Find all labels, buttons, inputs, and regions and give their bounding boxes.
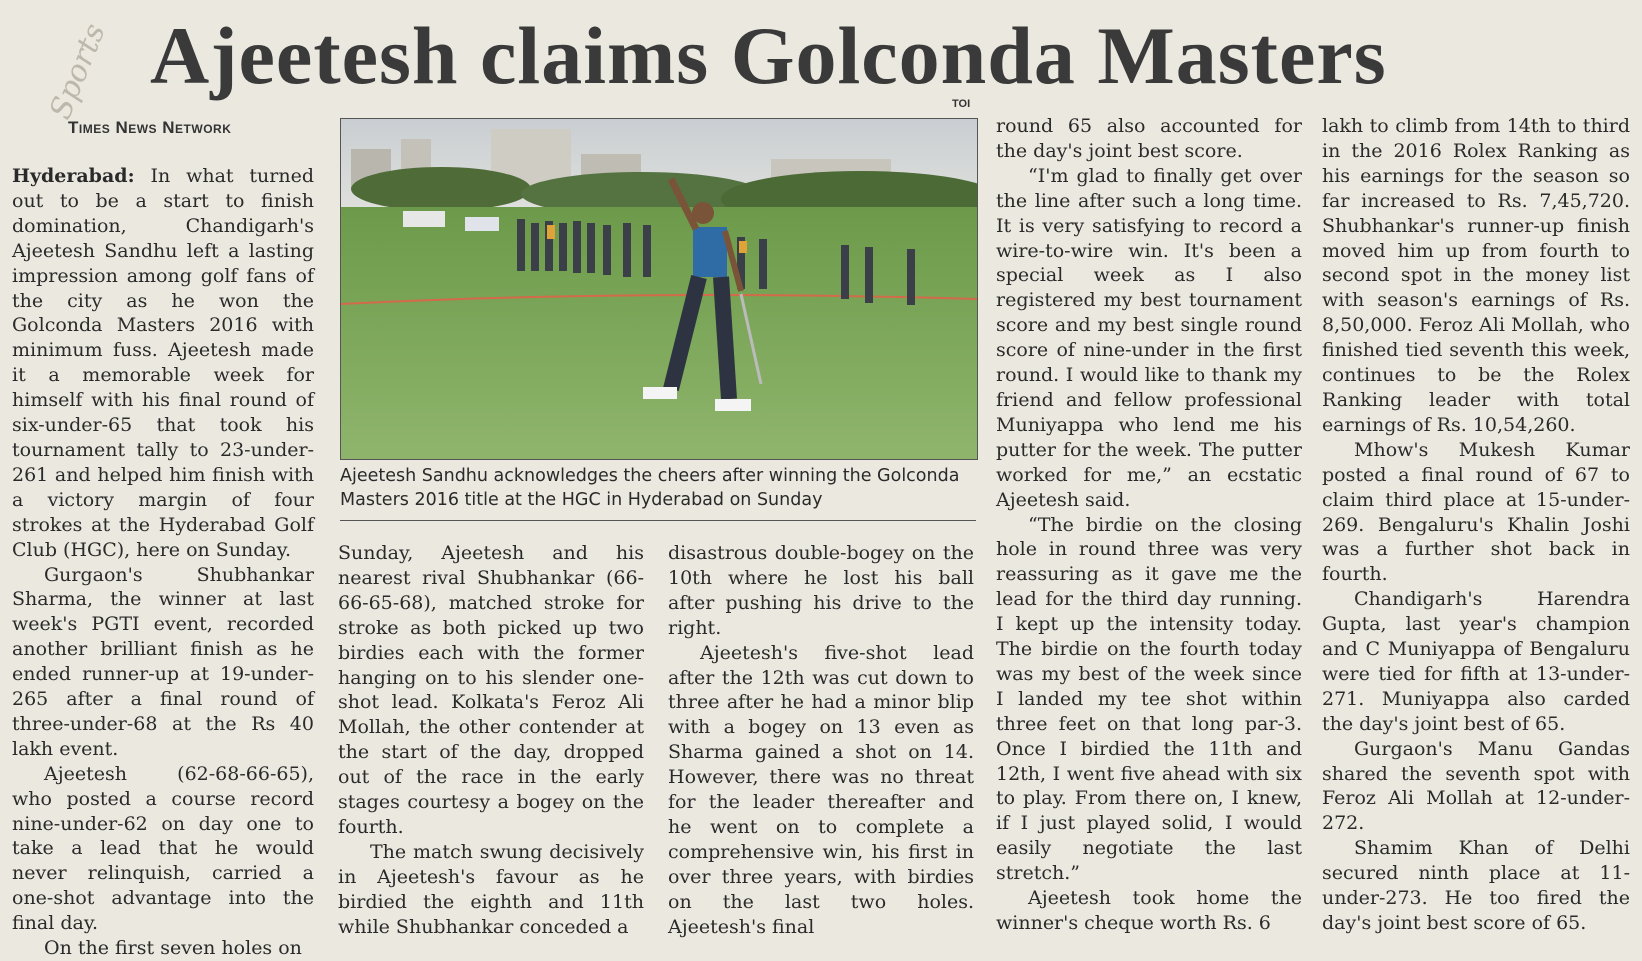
- photo-caption: Ajeetesh Sandhu acknowledges the cheers after winning the Golconda Masters 2016 title at the HGC in Hyderabad on Sunday: [340, 466, 960, 510]
- paragraph: Sunday, Ajeetesh and his nearest rival Shubhankar (66-66-65-68), matched stroke for stroke as both picked up two birdies each with the former hanging on to his slender one-shot lead. Kolkata's Feroz Ali Mollah, the other contender at the start of the day, dropped out of the race in the early stages courtesy a bogey on the fourth.: [338, 542, 644, 838]
- handwritten-note: Sports: [42, 18, 113, 125]
- golfer-photo: [340, 118, 978, 460]
- paragraph: Mhow's Mukesh Kumar posted a final round of 67 to claim third place at 15-under-269. Bengaluru's Khalin Joshi was a further shot back in fourth.: [1322, 438, 1630, 586]
- byline: Times News Network: [68, 118, 232, 137]
- paragraph: lakh to climb from 14th to third in the 2016 Rolex Ranking as his earnings for the season so far increased to Rs. 7,45,720. Shubhankar's runner-up finish moved him up from fourth to second spot in the money list with season's earnings of Rs. 8,50,000. Feroz Ali Mollah, who finished tied seventh this week, continues to be the Rolex Ranking leader with total earnings of Rs. 10,54,260.: [1322, 115, 1630, 436]
- paragraph: disastrous double-bogey on the 10th where he lost his ball after pushing his drive to the right.: [668, 542, 974, 639]
- article-column-3: [668, 541, 974, 940]
- paragraph: Shamim Khan of Delhi secured ninth place at 11-under-273. He too fired the day's joint best score of 65.: [1322, 837, 1630, 934]
- paragraph: On the first seven holes on: [44, 937, 302, 960]
- caption-divider: [340, 520, 976, 521]
- paragraph-text: In what turned out to be a start to finish domination, Chandigarh's Ajeetesh Sandhu left a lasting impression among golf fans of the city as he won the Golconda Masters 2016 with minimum fuss. Ajeetesh made it a memorable week for himself with his final round of six-under-65 that took his tournament tally to 23-under-261 and helped him finish with a victory margin of four strokes at the Hyderabad Golf Club (HGC), here on Sunday.: [12, 165, 314, 561]
- article-column-5: [1322, 114, 1630, 936]
- paragraph: Gurgaon's Manu Gandas shared the seventh spot with Feroz Ali Mollah at 12-under-272.: [1322, 737, 1630, 835]
- paragraph: Ajeetesh's five-shot lead after the 12th was cut down to three after he had a minor blip with a bogey on 13 even as Sharma gained a shot on 14. However, there was no threat for the leader thereafter and he went on to complete a comprehensive win, his first in over three years, with birdies on the last two holes. Ajeetesh's final: [668, 641, 974, 938]
- paragraph: Gurgaon's Shubhankar Sharma, the winner at last week's PGTI event, recorded another brilliant finish as he ended runner-up at 19-under-265 after a final round of three-under-68 at the Rs 40 lakh event.: [12, 563, 314, 760]
- paragraph: Chandigarh's Harendra Gupta, last year's champion and C Muniyappa of Bengaluru were tied for fifth at 13-under-271. Muniyappa also carded the day's joint best of 65.: [1322, 588, 1630, 735]
- paragraph: “The birdie on the closing hole in round three was very reassuring as it gave me the lead for the third day running. I kept up the intensity today. The birdie on the fourth today was my best of the week since I landed my tee shot within three feet on that long par-3. Once I birdied the 11th and 12th, I went five ahead with six to play. From there on, I knew, if I just played solid, I would easily negotiate the last stretch.”: [996, 513, 1302, 885]
- headline: Ajeetesh claims Golconda Masters: [150, 10, 1387, 101]
- paragraph: round 65 also accounted for the day's joint best score.: [996, 115, 1302, 162]
- paragraph: The match swung decisively in Ajeetesh's favour as he birdied the eighth and 11th while Shubhankar conceded a: [338, 840, 644, 938]
- article-column-2: [338, 541, 644, 940]
- golfer-photo-image: [341, 119, 977, 459]
- paragraph: Ajeetesh took home the winner's cheque worth Rs. 6: [996, 887, 1302, 934]
- photo-credit: TOI: [952, 98, 971, 110]
- article-column-1: [12, 164, 314, 961]
- article-column-4: [996, 114, 1302, 936]
- lead-paragraph: [12, 164, 314, 563]
- paragraph: Ajeetesh (62-68-66-65), who posted a course record nine-under-62 on day one to take a lead that he would never relinquish, carried a one-shot advantage into the final day.: [12, 762, 314, 935]
- dateline: Hyderabad:: [12, 165, 135, 187]
- paragraph: “I'm glad to finally get over the line after such a long time. It is very satisfying to record a wire-to-wire win. It's been a special week as I also registered my best tournament score and my best single round score of nine-under in the first round. I would like to thank my friend and fellow professional Muniyappa who lend me his putter for the week. The putter worked for me,” an ecstatic Ajeetesh said.: [996, 164, 1302, 511]
